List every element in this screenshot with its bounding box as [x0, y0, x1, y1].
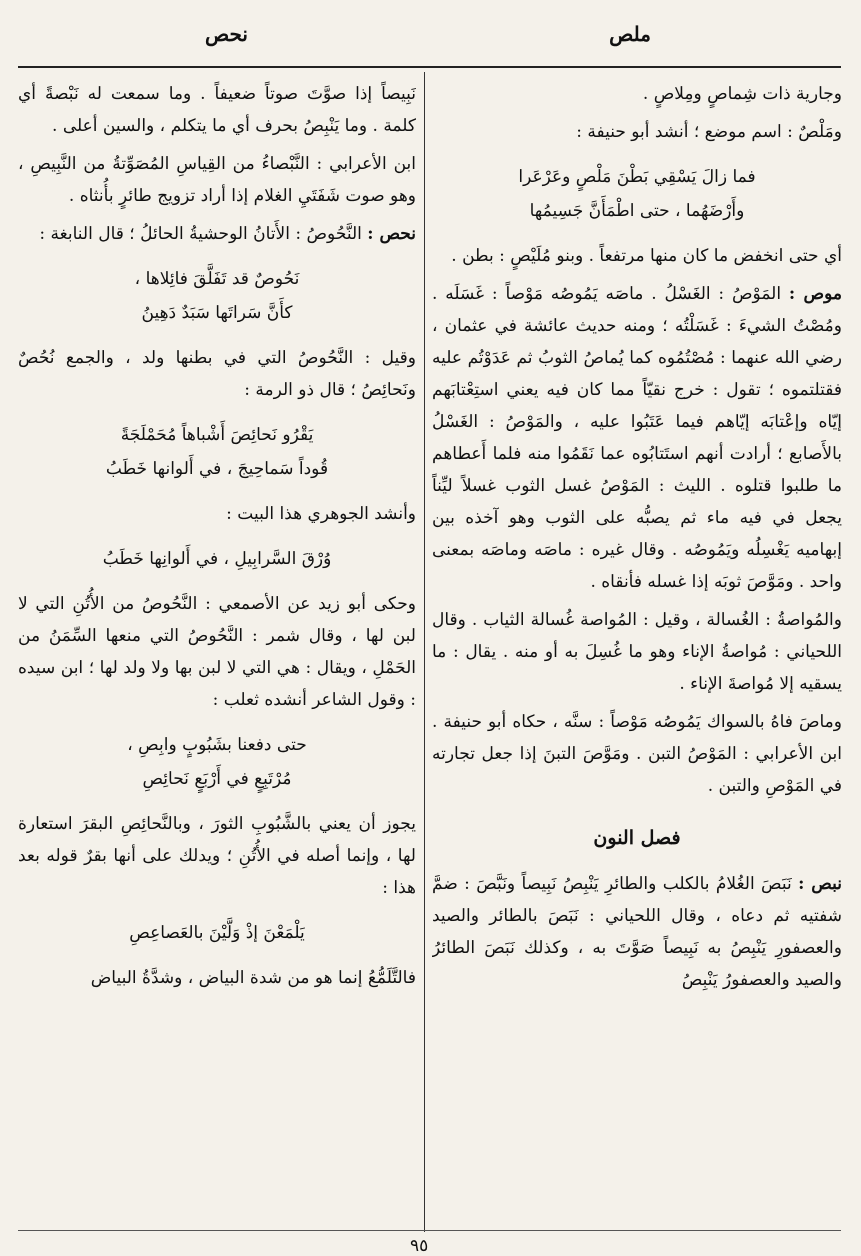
paragraph: يجوز أن يعني بالشَّبُوبِ الثورَ ، وبالنَّحائِصِ البقرَ استعارة لها ، وإنما أصله في الأُتُنِ ؛ ويدلك على أنها بقرٌ قوله بعد هذا : [18, 814, 416, 898]
verse-line: كأَنَّ سَراتَها سَبَدٌ دَهِينُ [141, 303, 293, 323]
verse-line: وُرْقَ السَّرابِيلِ ، في أَلوانِها خَطَبُ [102, 549, 332, 569]
verse [18, 262, 416, 330]
paragraph: وقيل : النَّحُوصُ التي في بطنها ولد ، والجمع نُحُصٌ ونَحائِصُ ؛ قال ذو الرمة : [18, 348, 416, 400]
entry-headword: نحص : [367, 224, 416, 244]
right-column [432, 78, 842, 1228]
verse-line: وأَرْضَهُما ، حتى اطْمَأَنَّ جَسِيمُها [529, 201, 745, 221]
verse-line: يَقْرُو نَحائِصَ أَشْباهاً مُحَمْلَجَةً [120, 425, 314, 445]
paragraph: نَبِيصاً إذا صوَّتَ صوتاً ضعيفاً . وما سمعت له نَبْصةً أي كلمة . وما يَنْبِصُ بحرف أي ما يتكلم ، والسين أعلى . [18, 84, 416, 136]
paragraph: وماصَ فاهُ بالسواك يَمُوصُه مَوْصاً : سنَّه ، حكاه أبو حنيفة . ابن الأعرابي : المَوْصُ التبن . ومَوَّصَ التبنَ إذا جعل تجارته في المَوْصِ والتبن . [432, 712, 842, 796]
entry-headword: موص : [788, 284, 842, 304]
entry-paragraph [432, 868, 842, 996]
verse [18, 916, 416, 950]
paragraph: ابن الأعرابي : النَّبْصاءُ من القِياسِ المُصَوِّتةُ من النَّبِيصِ ، وهو صوت شَفَتَيِ الغلام إذا أراد تزويج طائرٍ بأُنثاه . [18, 154, 416, 206]
paragraph: وأنشد الجوهري هذا البيت : [226, 504, 416, 524]
verse-line: حتى دفعنا بشَبُوبٍ وابِصِ ، [127, 735, 307, 755]
entry-headword: نبص : [798, 874, 842, 894]
paragraph: ومَلْصٌ : اسم موضع ؛ أنشد أبو حنيفة : [576, 122, 842, 142]
verse-line: يَلْمَعْنَ إذْ وَلَّيْنَ بالعَصاعِصِ [129, 923, 305, 943]
paragraph: وجارية ذات شِماصٍ ومِلاصٍ . [642, 84, 842, 104]
top-rule [18, 66, 841, 68]
paragraph: فالتَّلَمُّعُ إنما هو من شدة البياض ، وشدَّةُ البياض [90, 968, 416, 988]
page-header [20, 22, 841, 58]
verse-line: نَحُوصٌ قد تَفَلَّقَ فائِلاها ، [134, 269, 300, 289]
column-divider [424, 72, 425, 1232]
entry-text: نَبَصَ الغُلامُ بالكلب والطائرِ يَنْبِصُ نَبِيصاً ونَبَّصَ : ضمَّ شفتيه ثم دعاه ، وقال اللحياني : نَبَصَ بالطائر والصيد والعصفورِ يَنْبِصُ به نَبِيصاً صَوَّتَ به ، وكذلك نَبَصَ الطائرُ والصيد والعصفورُ يَنْبِصُ [432, 874, 842, 990]
verse-line: فما زالَ يَسْقِي بَطْنَ مَلْصٍ وعَرْعَرا [518, 167, 756, 187]
left-column [18, 78, 416, 1228]
section-title: فصل النون [593, 827, 681, 849]
entry-paragraph [18, 218, 416, 250]
entry-paragraph [432, 278, 842, 598]
entry-text: النَّحُوصُ : الأَتانُ الوحشيةُ الحائلُ ؛ قال النابغة : [39, 224, 362, 244]
header-right-word: ملص [609, 22, 651, 46]
verse [18, 418, 416, 486]
verse [432, 160, 842, 228]
paragraph: والمُواصةُ : الغُسالة ، وقيل : المُواصة غُسالة الثياب . وقال اللحياني : مُواصةُ الإناء وهو ما غُسِلَ به أو منه . يقال : ما يسقيه إلا مُواصةَ الإناء . [432, 610, 842, 694]
header-left-word: نحص [205, 22, 248, 46]
verse [18, 542, 416, 576]
entry-text: المَوْصُ : الغَسْلُ . ماصَه يَمُوصُه مَوْصاً : غَسَلَه . ومُصْتُ الشيءَ : غَسَلْتُه ؛ ومنه حديث عائشة في عثمان ، رضي الله عنهما : مُصْتُمُوه كما يُماصُ الثوبُ ثم عَدَوْتُم عليه فقتلتموه ؛ تقول : خرج نقيّاً مما كان فيه يعني استِعْتابَهم إيّاه وإعْتابَه إيّاهم فيما عَتَبُوا عليه ، والمَوْصُ : الغَسْلُ بالأَصابع ؛ أرادت أنهم استَتابُوه عما نَقَمُوا منه فلما أَعطاهم ما طلبوا قتلوه . الليث : المَوْصُ غسل الثوب غسلاً ليِّناً يجعل في فيه ماء ثم يصبُّه على الثوب وهو آخذه بين إبهاميه يَغْسِلُه ويَمُوصُه . وقال غيره : ماصَه وماصَه بمعنى واحد . ومَوَّصَ ثوبَه إذا غسله فأنقاه . [432, 284, 842, 592]
bottom-rule [18, 1230, 841, 1231]
paragraph: وحكى أبو زيد عن الأصمعي : النَّحُوصُ من الأُتُنِ التي لا لبن لها ، وقال شمر : النَّحُوصُ التي منعها السِّمَنُ من الحَمْلِ ، ويقال : هي التي لا لبن بها ولا ولد لها ؛ ابن سيده : وقول الشاعر أنشده ثعلب : [18, 594, 416, 710]
verse-line: مُرْتَبِعٍ في أَرْبَعٍ نَحائِصِ [142, 769, 292, 789]
verse-line: قُوداً سَماحِيجَ ، في أَلوانها خَطَبُ [105, 459, 329, 479]
page-number: ٩٥ [410, 1236, 429, 1256]
verse [18, 728, 416, 796]
paragraph: أي حتى انخفض ما كان منها مرتفعاً . وبنو مُلَيْصٍ : بطن . [451, 246, 842, 266]
